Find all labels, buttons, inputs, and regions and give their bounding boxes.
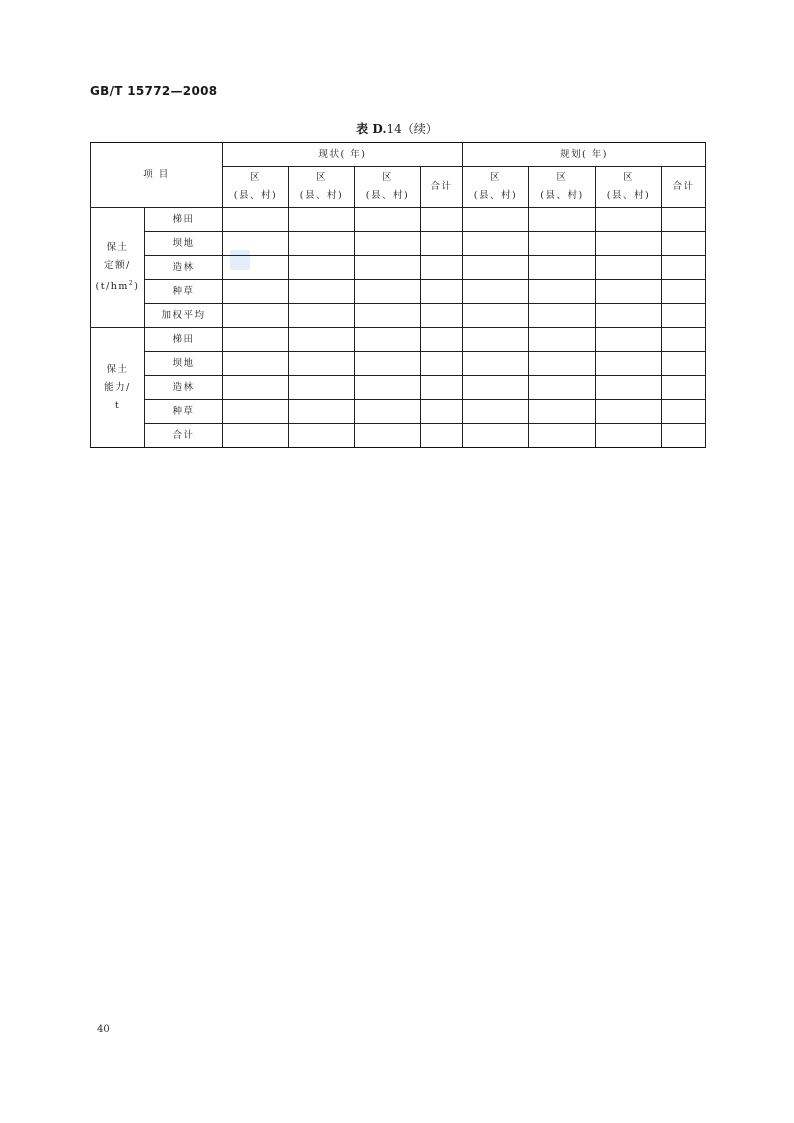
item-header: 项 目 xyxy=(91,143,223,208)
page-number: 40 xyxy=(97,1024,110,1035)
table-row xyxy=(91,232,706,256)
table-title-number: 14 xyxy=(386,122,402,136)
row-label: 合计 xyxy=(145,424,223,448)
current-district-2-header: 区 (县、村) xyxy=(289,167,355,208)
table-row xyxy=(91,256,706,280)
current-total-header: 合计 xyxy=(421,167,463,208)
plan-district-1-header: 区 (县、村) xyxy=(463,167,529,208)
plan-total-header: 合计 xyxy=(662,167,706,208)
row-label: 造林 xyxy=(145,256,223,280)
table-row xyxy=(91,424,706,448)
row-label: 种草 xyxy=(145,280,223,304)
table-row xyxy=(91,352,706,376)
plan-district-2-header: 区 (县、村) xyxy=(529,167,596,208)
group-label-quota: 保土 定额/ $(t/hm^2)$ xyxy=(91,208,145,328)
table-title-suffix: （续） xyxy=(401,122,438,136)
row-label: 种草 xyxy=(145,400,223,424)
table-row xyxy=(91,400,706,424)
row-label: 坝地 xyxy=(145,232,223,256)
table-row xyxy=(91,304,706,328)
current-district-1-header: 区 (县、村) xyxy=(223,167,289,208)
row-label: 加权平均 xyxy=(145,304,223,328)
table-row xyxy=(91,280,706,304)
table-row xyxy=(91,376,706,400)
plan-district-3-header: 区 (县、村) xyxy=(596,167,662,208)
standard-code: GB/T 15772—2008 xyxy=(90,84,218,98)
table-row xyxy=(91,328,706,352)
row-label: 梯田 xyxy=(145,328,223,352)
plan-header: 规划( 年) xyxy=(463,143,706,167)
row-label: 坝地 xyxy=(145,352,223,376)
row-label: 造林 xyxy=(145,376,223,400)
group-label-capacity: 保土 能力/ t xyxy=(91,328,145,448)
table-row xyxy=(91,208,706,232)
data-table xyxy=(90,142,706,448)
current-district-3-header: 区 (县、村) xyxy=(355,167,421,208)
table-title-prefix: 表 D. xyxy=(356,122,387,136)
row-label: 梯田 xyxy=(145,208,223,232)
table-title xyxy=(0,120,794,137)
current-header: 现状( 年) xyxy=(223,143,463,167)
